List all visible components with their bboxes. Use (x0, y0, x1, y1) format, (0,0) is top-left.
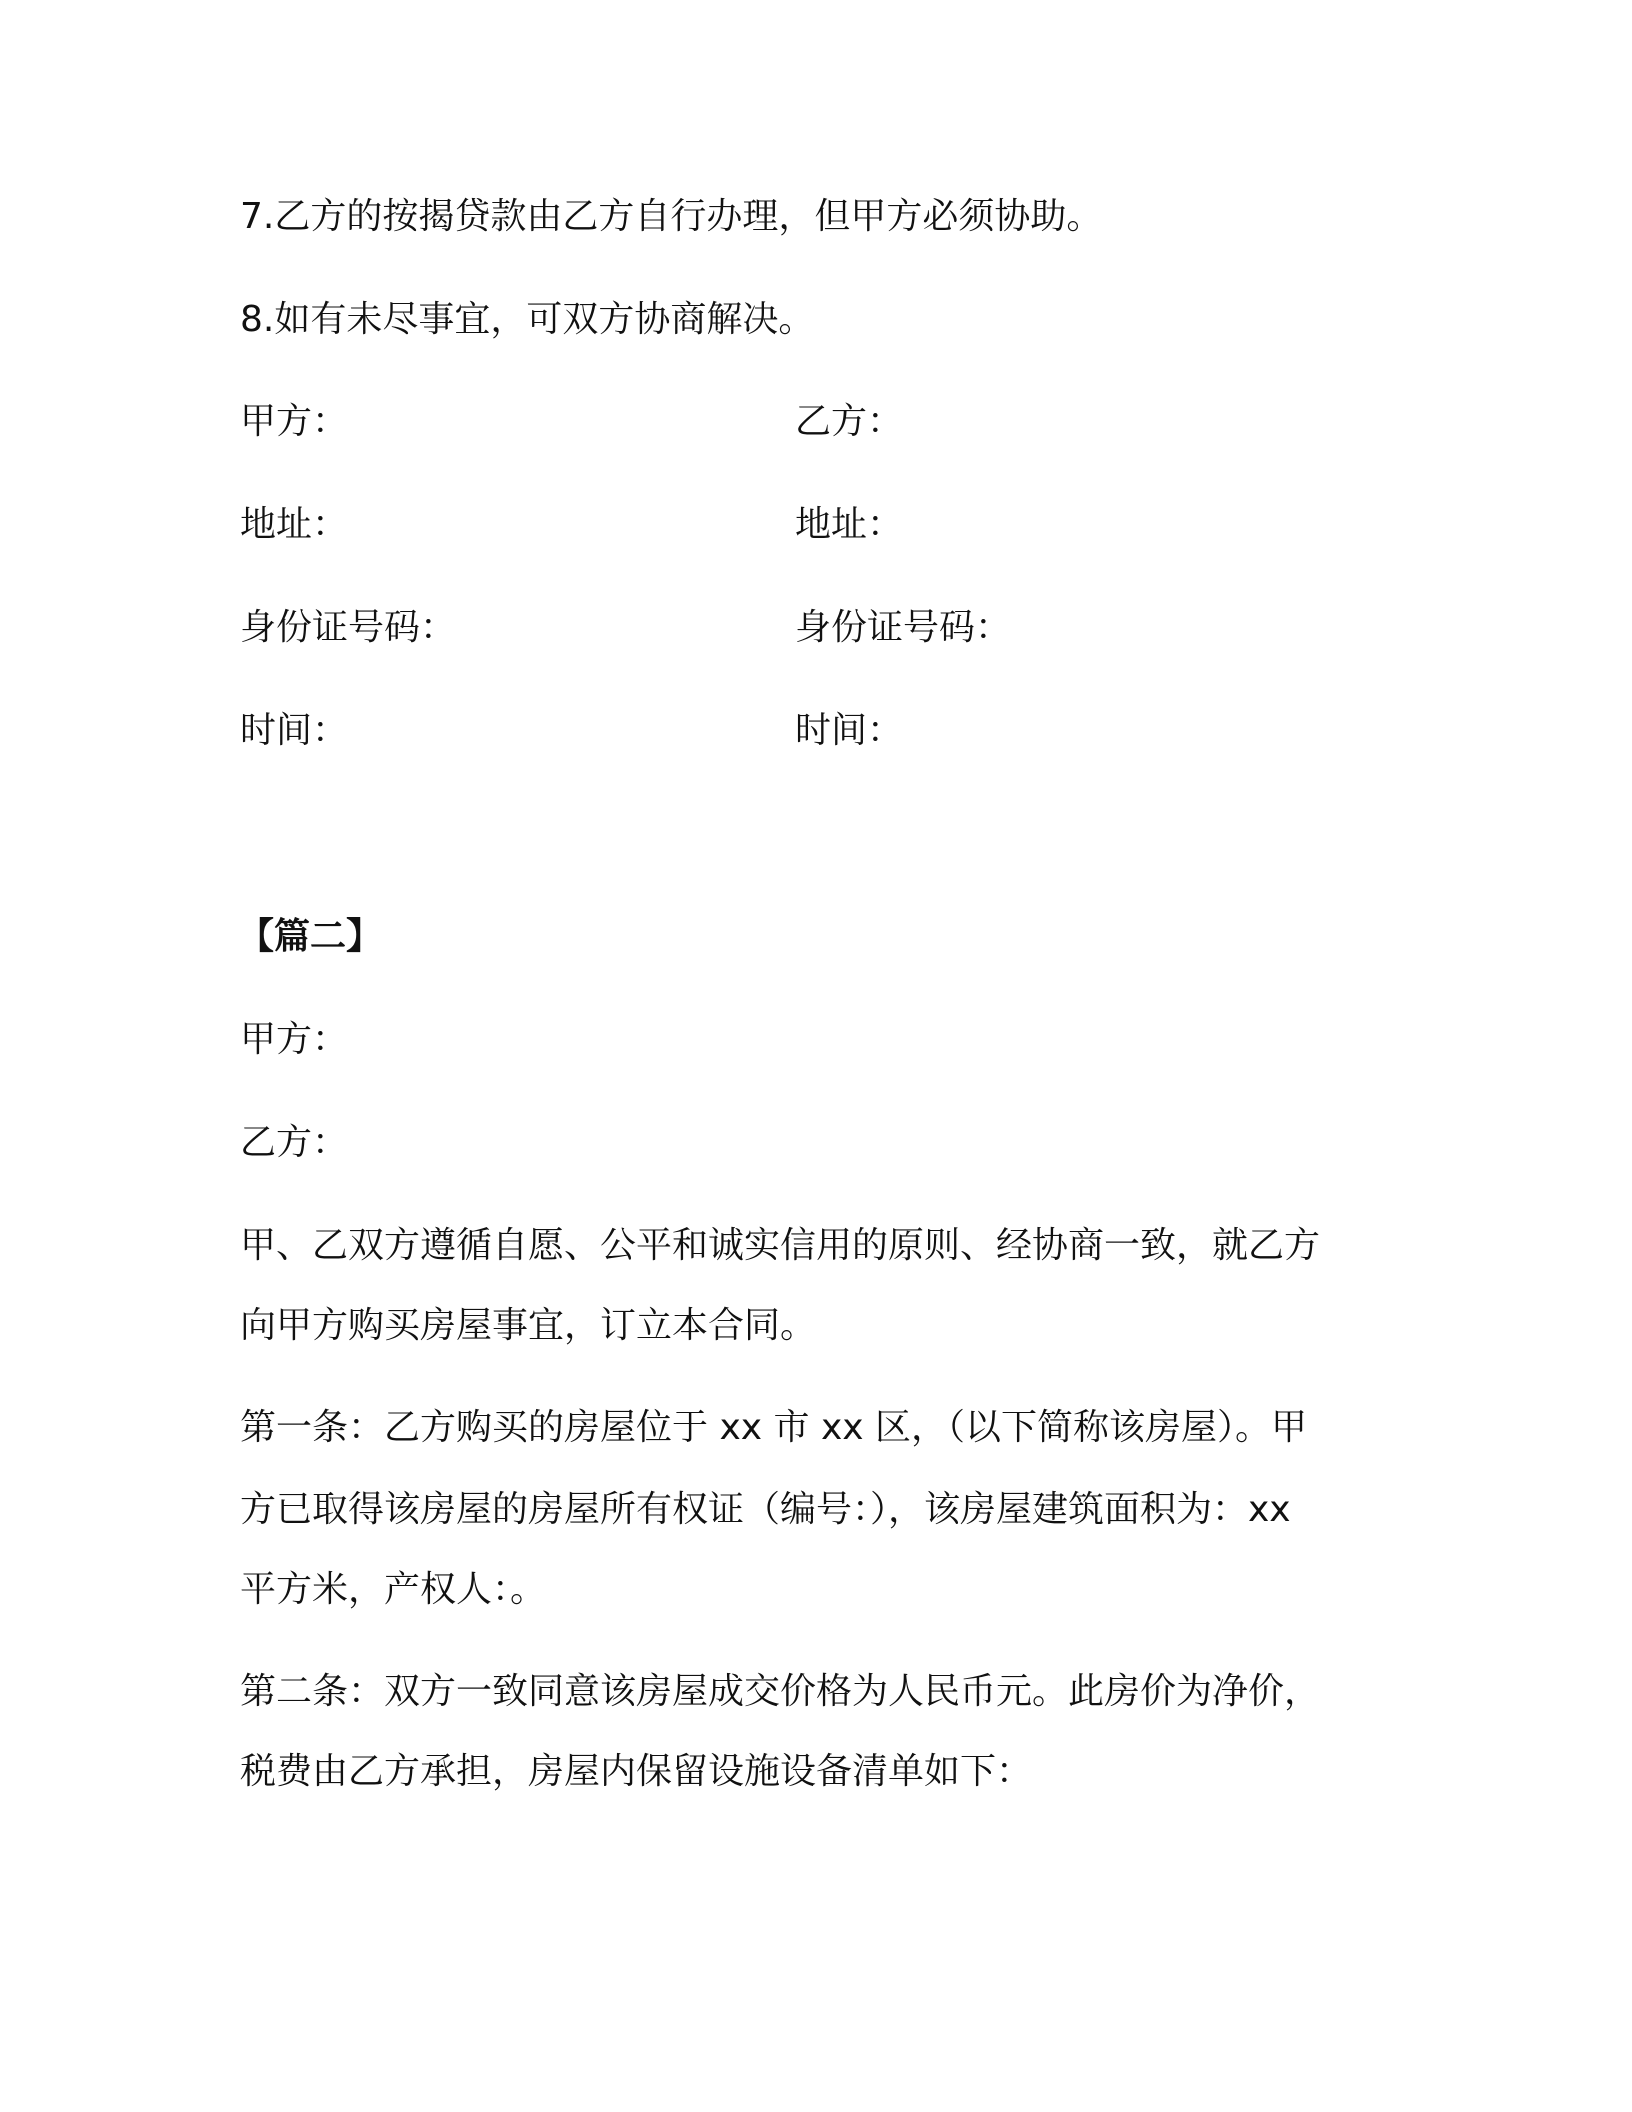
article-1-line-2: 方已取得该房屋的房屋所有权证（编号：），该房屋建筑面积为：xx (240, 1489, 1291, 1530)
address-a-label: 地址： (240, 504, 349, 545)
party-a-label: 甲方： (240, 401, 349, 442)
intro-paragraph-line-2: 向甲方购买房屋事宜，订立本合同。 (240, 1305, 817, 1346)
id-number-a-label: 身份证号码： (240, 607, 457, 648)
time-a-label: 时间： (240, 710, 349, 751)
section-heading: 【篇二】 (238, 916, 383, 957)
article-2-line-2: 税费由乙方承担，房屋内保留设施设备清单如下： (240, 1751, 1033, 1792)
article-1-line-3: 平方米，产权人：。 (240, 1569, 547, 1610)
address-b-label: 地址： (795, 504, 904, 545)
intro-paragraph-line-1: 甲、乙双方遵循自愿、公平和诚实信用的原则、经协商一致，就乙方 (240, 1225, 1321, 1266)
article-1-line-1: 第一条：乙方购买的房屋位于 xx 市 xx 区，（以下简称该房屋）。甲 (240, 1407, 1307, 1448)
id-number-b-label: 身份证号码： (795, 607, 1012, 648)
party-b-label: 乙方： (795, 401, 904, 442)
section2-party-a-label: 甲方： (240, 1019, 349, 1060)
clause-7: 7.乙方的按揭贷款由乙方自行办理，但甲方必须协助。 (240, 196, 1103, 237)
clause-8: 8.如有未尽事宜，可双方协商解决。 (240, 299, 815, 340)
article-2-line-1: 第二条：双方一致同意该房屋成交价格为人民币元。此房价为净价， (240, 1671, 1321, 1712)
time-b-label: 时间： (795, 710, 904, 751)
section2-party-b-label: 乙方： (240, 1122, 349, 1163)
